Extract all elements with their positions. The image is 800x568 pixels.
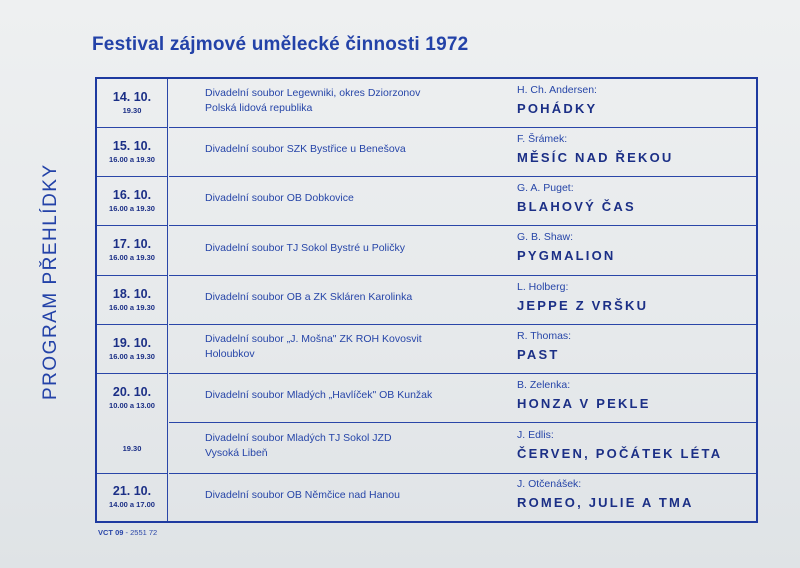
date: 18. 10.: [112, 286, 152, 301]
date-cell: [97, 188, 167, 213]
author: J. Edlis:: [517, 428, 554, 441]
ensemble-name: Divadelní soubor OB Němčice nad Hanou: [205, 488, 400, 501]
date: 19. 10.: [112, 335, 152, 350]
date: 15. 10.: [112, 138, 152, 153]
date-cell: [97, 139, 167, 164]
program-row: [97, 373, 756, 422]
time: 10.00 a 13.00: [109, 400, 155, 410]
author: L. Holberg:: [517, 280, 569, 293]
date-cell: [97, 237, 167, 262]
author: R. Thomas:: [517, 329, 572, 342]
date-cell: [97, 336, 167, 361]
play-title: HONZA V PEKLE: [517, 395, 651, 411]
play-title: ROMEO, JULIE A TMA: [517, 495, 694, 510]
time: 19.30: [122, 444, 142, 453]
program-row: [97, 225, 756, 275]
author: B. Zelenka:: [517, 378, 571, 391]
program-row: [97, 275, 756, 324]
play-title: PAST: [517, 346, 560, 362]
ensemble-name: Divadelní soubor Mladých TJ Sokol JZD Vysoká Libeň: [205, 431, 392, 459]
program-row: [97, 422, 756, 473]
side-heading: PROGRAM PŘEHLÍDKY: [40, 163, 61, 400]
date-cell: [97, 90, 167, 115]
ensemble-name: Divadelní soubor OB Dobkovice: [205, 192, 354, 204]
date-cell: [97, 484, 167, 509]
play-title: PYGMALION: [517, 248, 616, 263]
print-code-label: VCT 09: [98, 528, 124, 537]
page-title: Festival zájmové umělecké činnosti 1972: [92, 34, 469, 55]
play-title: POHÁDKY: [517, 101, 598, 116]
time: 16.00 a 19.30: [109, 154, 155, 164]
author: J. Otčenášek:: [517, 478, 582, 490]
ensemble-name: Divadelní soubor SZK Bystřice u Benešova: [205, 143, 406, 155]
date: 20. 10.: [112, 384, 152, 399]
date: 17. 10.: [112, 237, 152, 251]
time: 16.00 a 19.30: [109, 351, 155, 361]
ensemble-name: Divadelní soubor Legewniki, okres Dziorzonov Polská lidová republika: [205, 87, 421, 114]
ensemble-name: Divadelní soubor TJ Sokol Bystré u Poličky: [205, 241, 405, 254]
date-cell: [97, 287, 167, 312]
time: 14.00 a 17.00: [109, 500, 155, 509]
time: 19.30: [122, 106, 142, 115]
date-cell: [97, 442, 167, 453]
program-row: [97, 79, 756, 127]
play-title: JEPPE Z VRŠKU: [517, 297, 649, 313]
play-title: MĚSÍC NAD ŘEKOU: [517, 149, 674, 165]
date: 14. 10.: [112, 90, 152, 104]
author: F. Šrámek:: [517, 132, 568, 145]
program-row: [97, 324, 756, 373]
ensemble-name: Divadelní soubor „J. Mošna" ZK ROH Kovosvit Holoubkov: [205, 332, 422, 360]
time: 16.00 a 19.30: [109, 253, 155, 262]
program-row: [97, 473, 756, 521]
print-code-number: - 2551 72: [125, 528, 158, 537]
ensemble-name: Divadelní soubor OB a ZK Skláren Karolinka: [205, 291, 413, 303]
date: 21. 10.: [112, 484, 152, 498]
time: 16.00 a 19.30: [109, 302, 155, 312]
play-title: ČERVEN, POČÁTEK LÉTA: [517, 445, 723, 461]
program-table: [95, 77, 758, 523]
date: 16. 10.: [112, 187, 152, 202]
time: 16.00 a 19.30: [109, 203, 155, 213]
author: G. A. Puget:: [517, 181, 574, 194]
program-row: [97, 127, 756, 176]
author: H. Ch. Andersen:: [517, 84, 597, 96]
date-cell: [97, 385, 167, 410]
print-code: [98, 528, 157, 537]
ensemble-name: Divadelní soubor Mladých „Havlíček" OB Kunžak: [205, 389, 433, 401]
program-row: [97, 176, 756, 225]
author: G. B. Shaw:: [517, 231, 574, 243]
play-title: BLAHOVÝ ČAS: [517, 198, 636, 214]
